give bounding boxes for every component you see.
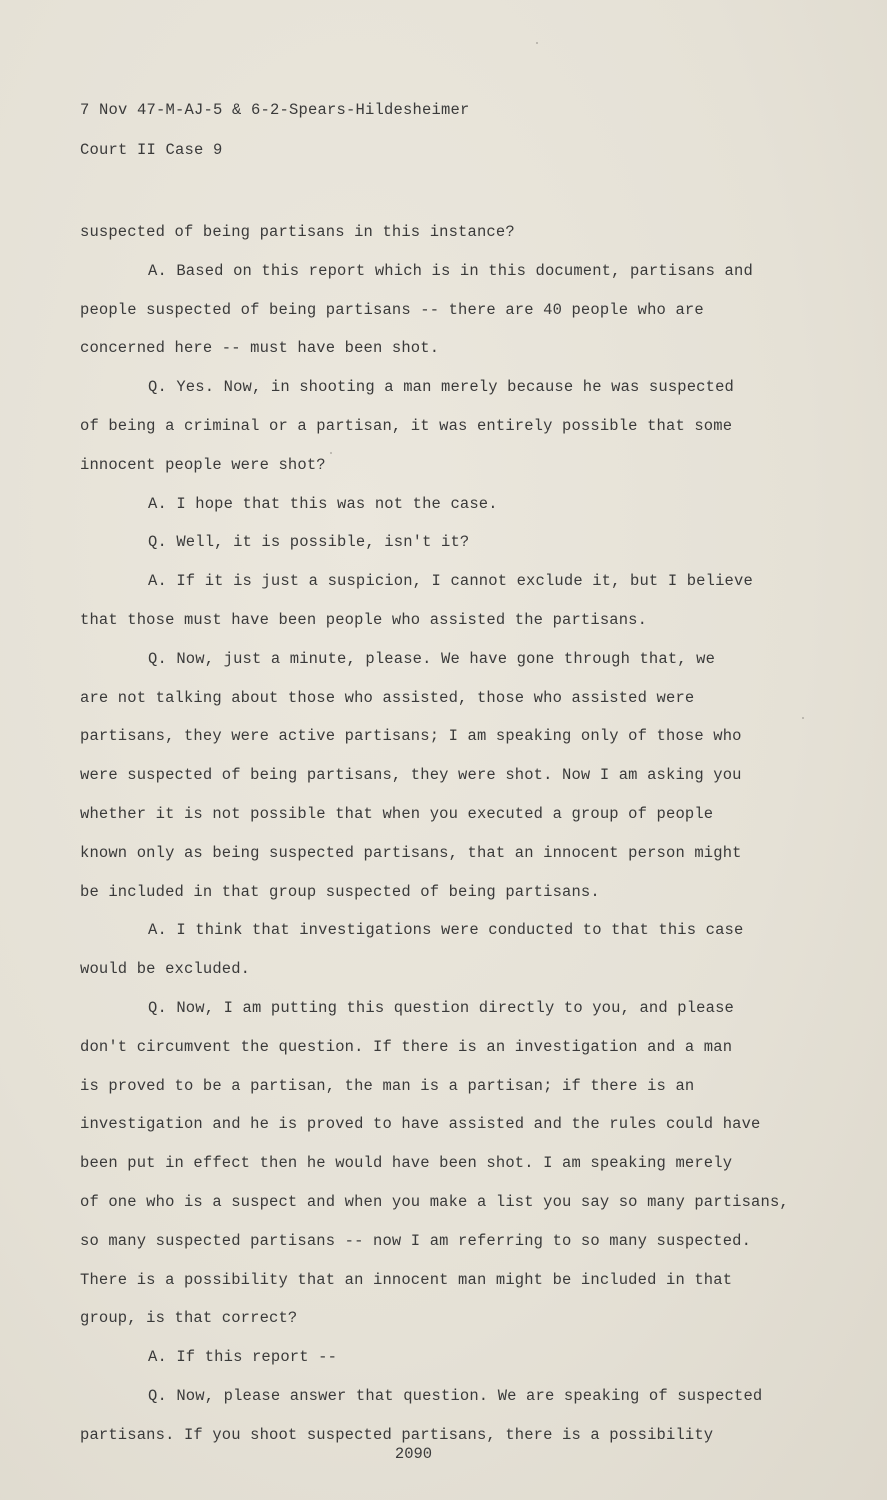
transcript-paragraph — [80, 911, 820, 989]
transcript-line: would be excluded. — [80, 960, 251, 979]
transcript-line: Q. Yes. Now, in shooting a man merely because he was suspected — [148, 378, 734, 397]
transcript-paragraph — [80, 252, 820, 368]
transcript-line: is proved to be a partisan, the man is a partisan; if there is an — [80, 1076, 695, 1095]
transcript-body — [80, 213, 820, 1455]
transcript-line: were suspected of being partisans, they were shot. Now I am asking you — [80, 766, 742, 785]
transcript-paragraph — [80, 368, 820, 484]
header-file-reference: 7 Nov 47-M-AJ-5 & 6-2-Spears-Hildesheimer — [80, 101, 470, 119]
transcript-line: been put in effect then he would have been shot. I am speaking merely — [80, 1154, 733, 1173]
transcript-line: that those must have been people who assisted the partisans. — [80, 610, 648, 629]
transcript-line: suspected of being partisans in this instance? — [80, 223, 515, 241]
transcript-line: are not talking about those who assisted, those who assisted were — [80, 688, 695, 707]
transcript-paragraph — [80, 640, 820, 912]
transcript-line: Q. Well, it is possible, isn't it? — [148, 533, 470, 552]
transcript-paragraph — [80, 485, 820, 524]
transcript-line: A. I think that investigations were conducted to that this case — [148, 921, 744, 940]
transcript-paragraph — [80, 989, 820, 1338]
paper-speck — [536, 42, 538, 44]
transcript-line: whether it is not possible that when you executed a group of people — [80, 804, 714, 823]
transcript-line: people suspected of being partisans -- there are 40 people who are — [80, 300, 704, 319]
transcript-line: Q. Now, please answer that question. We are speaking of suspected — [148, 1386, 763, 1405]
transcript-paragraph — [80, 562, 820, 640]
page-number: 2090 — [394, 1445, 433, 1463]
transcript-line: partisans, they were active partisans; I am speaking only of those who — [80, 727, 742, 746]
transcript-paragraph — [80, 213, 820, 252]
transcript-line: There is a possibility that an innocent man might be included in that — [80, 1270, 733, 1289]
transcript-line: be included in that group suspected of being partisans. — [80, 882, 600, 901]
transcript-line: concerned here -- must have been shot. — [80, 339, 440, 358]
transcript-line: known only as being suspected partisans, that an innocent person might — [80, 843, 742, 862]
transcript-line: innocent people were shot? — [80, 455, 326, 474]
transcript-paragraph — [80, 1377, 820, 1455]
transcript-line: investigation and he is proved to have assisted and the rules could have — [80, 1115, 761, 1134]
transcript-paragraph — [80, 523, 820, 562]
transcript-line: A. If it is just a suspicion, I cannot exclude it, but I believe — [148, 572, 753, 591]
transcript-line: A. I hope that this was not the case. — [148, 494, 498, 513]
transcript-line: of being a criminal or a partisan, it was entirely possible that some — [80, 416, 733, 435]
transcript-line: A. Based on this report which is in this document, partisans and — [148, 261, 753, 280]
paper-speck — [802, 717, 804, 719]
transcript-line: Q. Now, I am putting this question directly to you, and please — [148, 998, 734, 1017]
transcript-line: of one who is a suspect and when you make a list you say so many partisans, — [80, 1192, 789, 1211]
header-court-case: Court II Case 9 — [80, 141, 223, 159]
paper-speck — [330, 452, 332, 454]
transcript-line: group, is that correct? — [80, 1309, 298, 1328]
transcript-line: partisans. If you shoot suspected partisans, there is a possibility — [80, 1425, 714, 1444]
transcript-line: Q. Now, just a minute, please. We have gone through that, we — [148, 649, 716, 668]
transcript-paragraph — [80, 1338, 820, 1377]
transcript-line: A. If this report -- — [148, 1348, 338, 1367]
transcript-line: so many suspected partisans -- now I am referring to so many suspected. — [80, 1231, 752, 1250]
transcript-line: don't circumvent the question. If there is an investigation and a man — [80, 1037, 733, 1056]
